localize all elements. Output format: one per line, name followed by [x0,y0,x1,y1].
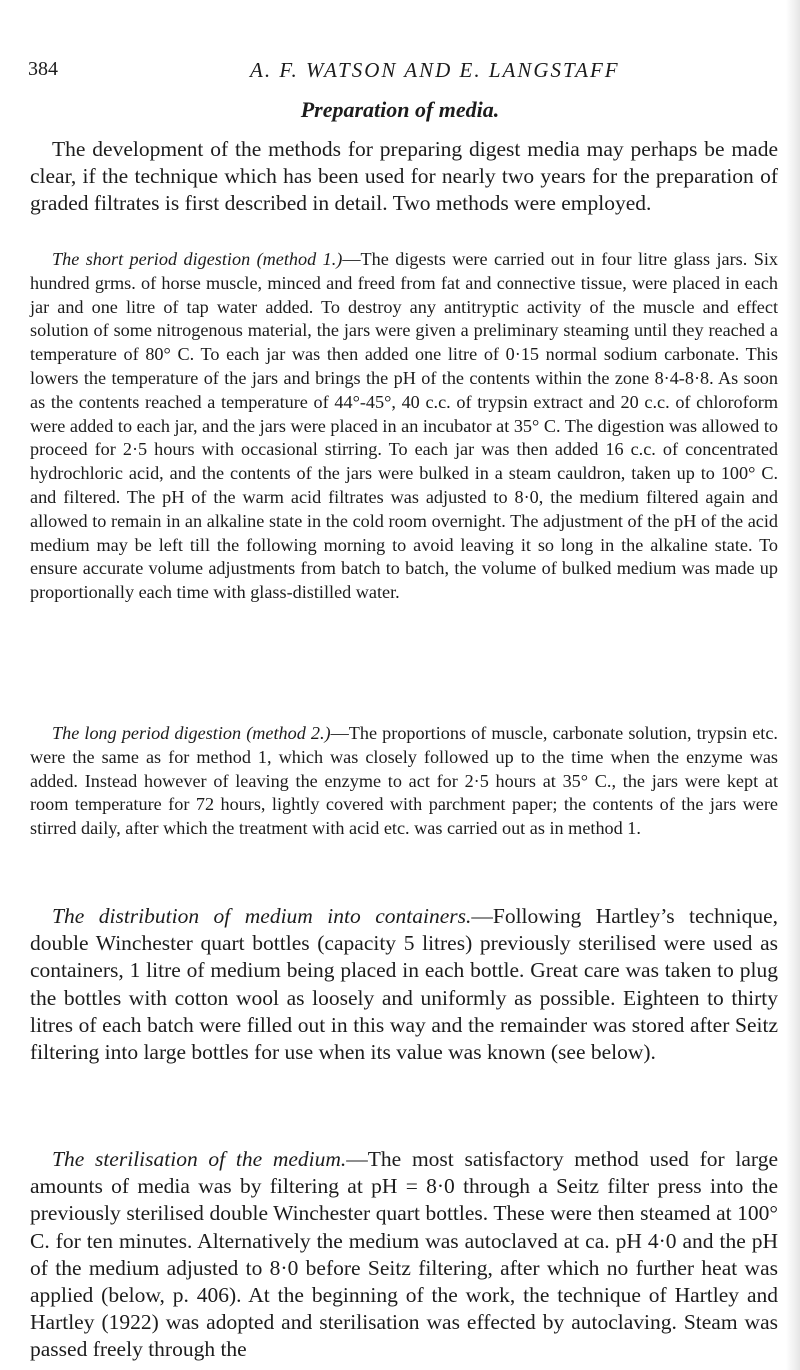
short-period-title: The short period digestion (method 1.) [52,249,343,269]
page-number: 384 [28,58,58,80]
distribution-title: The distribution of medium into containers. [52,904,472,928]
short-period-body: —The digests were carried out in four litre glass jars. Six hundred grms. of horse muscle, minced and freed from fat and connective tissue, were placed in each jar and one litre of tap water added. To destroy any antitryptic activity of the muscle and effect solution of some nitrogenous material, the jars were given a preliminary steaming until they reached a temperature of 80° C. To each jar was then added one litre of 0·15 normal sodium carbonate. This lowers the temperature of the jars and brings the pH of the contents within the zone 8·4-8·8. As soon as the contents reached a temperature of 44°-45°, 40 c.c. of trypsin extract and 20 c.c. of chloroform were added to each jar, and the jars were placed in an incubator at 35° C. The digestion was allowed to proceed for 2·5 hours with occasional stirring. To each jar was then added 16 c.c. of concentrated hydrochloric acid, and the contents of the jars were bulked in a steam cauldron, taken up to 100° C. and filtered. The pH of the warm acid filtrates was adjusted to 8·0, the medium filtered again and allowed to remain in an alkaline state in the cold room overnight. The adjustment of the pH of the acid medium may be left till the following morning to avoid leaving it so long in the alkaline state. To ensure accurate volume adjustments from batch to batch, the volume of bulked medium was made up proportionally each time with glass-distilled water. [30,249,778,603]
short-period-paragraph [30,248,778,605]
sterilisation-body: —The most satisfactory method used for large amounts of media was by filtering at pH = 8·0 through a Seitz filter press into the previously sterilised double Winchester quart bottles. These were then steamed at 100° C. for ten minutes. Alternatively the medium was autoclaved at ca. pH 4·0 and the pH of the medium adjusted to 8·0 before Seitz filtering, after which no further heat was applied (below, p. 406). At the beginning of the work, the technique of Hartley and Hartley (1922) was adopted and sterilisation was effected by autoclaving. Steam was passed freely through the [30,1147,778,1362]
long-period-body: —The proportions of muscle, carbonate solution, trypsin etc. were the same as for method 1, which was closely followed up to the time when the enzyme was added. Instead however of leaving the enzyme to act for 2·5 hours at 35° C., the jars were kept at room temperature for 72 hours, lightly covered with parchment paper; the contents of the jars were stirred daily, after which the treatment with acid etc. was carried out as in method 1. [30,723,778,839]
long-period-title: The long period digestion (method 2.) [52,723,331,743]
page-edge-shadow [786,0,800,1370]
page-header [28,58,768,88]
section-heading: Preparation of media. [300,97,500,122]
sterilisation-title: The sterilisation of the medium. [52,1147,347,1171]
long-period-paragraph [30,722,778,841]
running-head: A. F. WATSON AND E. LANGSTAFF [250,58,620,82]
distribution-paragraph [30,903,778,1066]
sterilisation-paragraph [30,1146,778,1364]
intro-paragraph: The development of the methods for preparing digest media may perhaps be made clear, if the technique which has been used for nearly two years for the preparation of graded filtrates is first described in detail. Two methods were employed. [30,137,778,216]
distribution-body: —Following Hartley’s technique, double Winchester quart bottles (capacity 5 litres) previously sterilised were used as containers, 1 litre of medium being placed in each bottle. Great care was taken to plug the bottles with cotton wool as loosely and uniformly as possible. Eighteen to thirty litres of each batch were filled out in this way and the remainder was stored after Seitz filtering into large bottles for use when its value was known (see below). [30,904,778,1065]
